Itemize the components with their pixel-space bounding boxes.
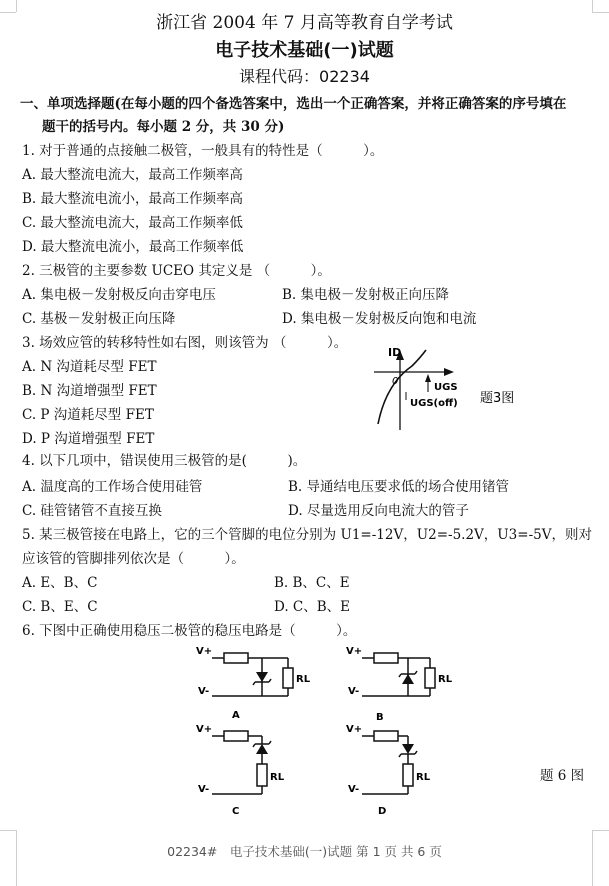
question-4-stem: 4. 以下几项中，错误使用三极管的是( )。	[22, 453, 307, 469]
fig6-caption: 题 6 图	[540, 768, 585, 784]
zener-diode	[256, 672, 268, 682]
vminus-label: V-	[348, 686, 360, 697]
section-heading: 一、单项选择题(在每小题的四个备选答案中，选出一个正确答案，并将正确答案的序号填在	[20, 96, 567, 112]
series-resistor	[224, 653, 248, 663]
fig3-ugsoff-label: UGS(off)	[410, 398, 458, 409]
circuit-c	[196, 724, 285, 817]
vminus-label: V-	[348, 784, 360, 795]
exam-header-title: 浙江省 2004 年 7 月高等教育自学考试	[156, 13, 453, 33]
load-resistor	[425, 668, 435, 688]
question-5-option-c: C. B、E、C	[22, 599, 98, 615]
circuit-d-label: D	[378, 806, 387, 817]
question-5-option-b: B. B、C、E	[274, 575, 350, 591]
circuit-b	[346, 646, 453, 723]
load-resistor	[257, 764, 267, 786]
question-1-option-c: C. 最大整流电流大，最高工作频率低	[22, 215, 243, 231]
question-6-figure	[190, 640, 470, 818]
vplus-label: V+	[346, 724, 363, 735]
fig3-ugs-label: UGS	[434, 382, 458, 393]
question-5-option-a: A. E、B、C	[22, 575, 98, 591]
question-2-option-c: C. 基极－发射极正向压降	[22, 311, 176, 327]
rl-label: RL	[416, 772, 431, 783]
question-6-stem: 6. 下图中正确使用稳压二极管的稳压电路是（ ）。	[22, 623, 357, 639]
ugs-axis-arrow	[444, 368, 454, 376]
rl-label: RL	[270, 772, 285, 783]
question-3-option-c: C. P 沟道耗尽型 FET	[22, 407, 154, 423]
question-3-option-b: B. N 沟道增强型 FET	[22, 383, 157, 399]
rl-label: RL	[438, 674, 453, 685]
vplus-label: V+	[346, 646, 363, 657]
circuit-a-label: A	[232, 710, 240, 721]
vplus-label: V+	[196, 646, 213, 657]
question-3-option-a: A. N 沟道耗尽型 FET	[22, 359, 157, 375]
fig3-origin-label: 0	[392, 376, 399, 387]
rl-label: RL	[296, 674, 311, 685]
zener-diode	[402, 744, 414, 754]
series-resistor	[374, 731, 398, 741]
question-3-figure	[368, 338, 548, 432]
question-1-option-a: A. 最大整流电流大，最高工作频率高	[22, 167, 243, 183]
exam-subject-title: 电子技术基础(一)试题	[215, 40, 394, 61]
circuit-c-label: C	[232, 806, 240, 817]
question-4-option-a: A. 温度高的工作场合使用硅管	[22, 479, 203, 495]
series-resistor	[224, 731, 248, 741]
question-1-option-d: D. 最大整流电流小，最高工作频率低	[22, 239, 244, 255]
vplus-label: V+	[196, 724, 213, 735]
question-5-option-d: D. C、B、E	[274, 599, 351, 615]
transfer-curve	[378, 350, 426, 424]
question-5-stem-cont: 应该管的管脚排列依次是（ ）。	[22, 551, 245, 567]
circuit-b-label: B	[376, 712, 384, 723]
ugs-pointer-arrow	[425, 374, 431, 382]
question-1-stem: 1. 对于普通的点接触二极管，一般具有的特性是（ ）。	[22, 143, 384, 159]
question-3-stem: 3. 场效应管的转移特性如右图，则该管为 （ ）。	[22, 335, 348, 351]
circuit-d	[346, 724, 431, 817]
fig3-caption: 题3图	[480, 391, 515, 406]
zener-diode	[402, 674, 414, 684]
zener-diode	[256, 744, 268, 754]
course-code: 课程代码：02234	[239, 67, 370, 86]
load-resistor	[283, 668, 293, 688]
vminus-label: V-	[198, 784, 210, 795]
question-4-option-b: B. 导通结电压要求低的场合使用锗管	[288, 479, 510, 495]
page-footer: 02234# 电子技术基础(一)试题 第 1 页 共 6 页	[167, 844, 442, 859]
crop-mark	[592, 830, 609, 831]
question-2-option-d: D. 集电极－发射极反向饱和电流	[282, 311, 477, 327]
circuit-a	[196, 646, 311, 721]
vminus-label: V-	[198, 686, 210, 697]
load-resistor	[403, 764, 413, 786]
section-heading-cont: 题干的括号内。每小题 2 分，共 30 分)	[42, 119, 285, 135]
question-2-stem: 2. 三极管的主要参数 UCEO 其定义是 （ ）。	[22, 263, 331, 279]
question-2-option-b: B. 集电极－发射极正向压降	[282, 287, 450, 303]
question-5-stem: 5. 某三极管接在电路上，它的三个管脚的电位分别为 U1=-12V，U2=-5.2V，U3=-5V，则对	[22, 527, 592, 543]
crop-mark	[0, 830, 16, 831]
fig3-id-label: ID	[388, 346, 402, 359]
question-2-option-a: A. 集电极－发射极反向击穿电压	[22, 287, 216, 303]
series-resistor	[374, 653, 398, 663]
question-1-option-b: B. 最大整流电流小，最高工作频率高	[22, 191, 244, 207]
question-4-option-c: C. 硅管锗管不直接互换	[22, 503, 162, 519]
question-4-option-d: D. 尽量选用反向电流大的管子	[288, 503, 469, 519]
question-3-option-d: D. P 沟道增强型 FET	[22, 431, 155, 447]
